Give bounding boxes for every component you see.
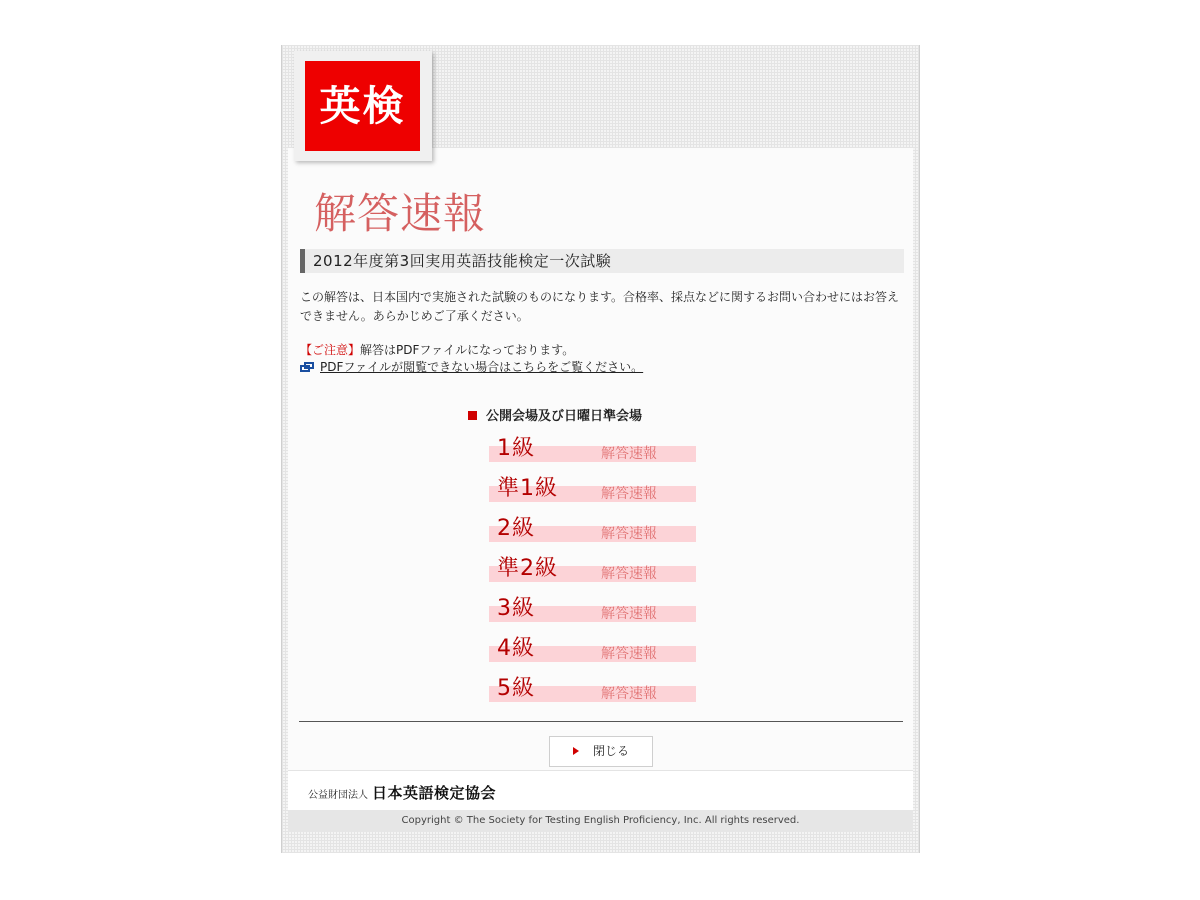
section-heading: 2012年度第3回実用英語技能検定一次試験 (300, 249, 904, 273)
pdf-help-link[interactable]: PDFファイルが閲覧できない場合はこちらをご覧ください。 (320, 360, 644, 374)
answer-link[interactable]: 解答速報 (601, 686, 657, 702)
grade-link-3[interactable] (489, 593, 696, 633)
eiken-logo (294, 51, 432, 161)
org-prefix: 公益財団法人 (308, 790, 368, 801)
window-icon (300, 362, 314, 372)
answer-link[interactable]: 解答速報 (601, 446, 657, 462)
grade-link-pre1[interactable] (489, 473, 696, 513)
grade-link-2[interactable] (489, 513, 696, 553)
grade-label: 2級 (497, 516, 535, 541)
grade-label: 準1級 (497, 476, 558, 501)
grade-label: 4級 (497, 636, 535, 661)
red-square-icon (468, 411, 477, 420)
answer-link[interactable]: 解答速報 (601, 606, 657, 622)
close-button[interactable] (549, 736, 653, 767)
play-triangle-icon (573, 747, 579, 755)
grade-label: 1級 (497, 436, 535, 461)
grade-link-5[interactable] (489, 673, 696, 713)
caution-line (300, 341, 906, 359)
close-button-label: 閉じる (592, 744, 629, 758)
caution-label: 【ご注意】 (300, 343, 361, 357)
answer-link[interactable]: 解答速報 (601, 486, 657, 502)
answer-link[interactable]: 解答速報 (601, 646, 657, 662)
copyright: Copyright © The Society for Testing English Proficiency, Inc. All rights reserved. (288, 810, 913, 832)
grade-link-1[interactable] (489, 433, 696, 473)
answer-link[interactable]: 解答速報 (601, 526, 657, 542)
venue-heading-text: 公開会場及び日曜日準会場 (486, 409, 643, 424)
grade-link-pre2[interactable] (489, 553, 696, 593)
page-title: 解答速報 (314, 189, 487, 238)
grade-link-4[interactable] (489, 633, 696, 673)
page-inner (288, 45, 913, 853)
divider (299, 721, 903, 722)
grade-label: 準2級 (497, 556, 558, 581)
org-name: 日本英語検定協会 (372, 784, 497, 802)
grade-list (489, 433, 699, 713)
grade-label: 3級 (497, 596, 535, 621)
notice-text: この解答は、日本国内で実施された試験のものになります。合格率、採点などに関するお問い合わせにはお答えできません。あらかじめご了承ください。 (300, 290, 900, 323)
answer-link[interactable]: 解答速報 (601, 566, 657, 582)
grade-label: 5級 (497, 676, 535, 701)
logo-text: 英検 (305, 61, 420, 151)
page-frame (281, 45, 920, 853)
pdf-help-row (300, 358, 643, 376)
venue-heading (468, 407, 642, 427)
caution-text: 解答はPDFファイルになっております。 (360, 343, 575, 357)
